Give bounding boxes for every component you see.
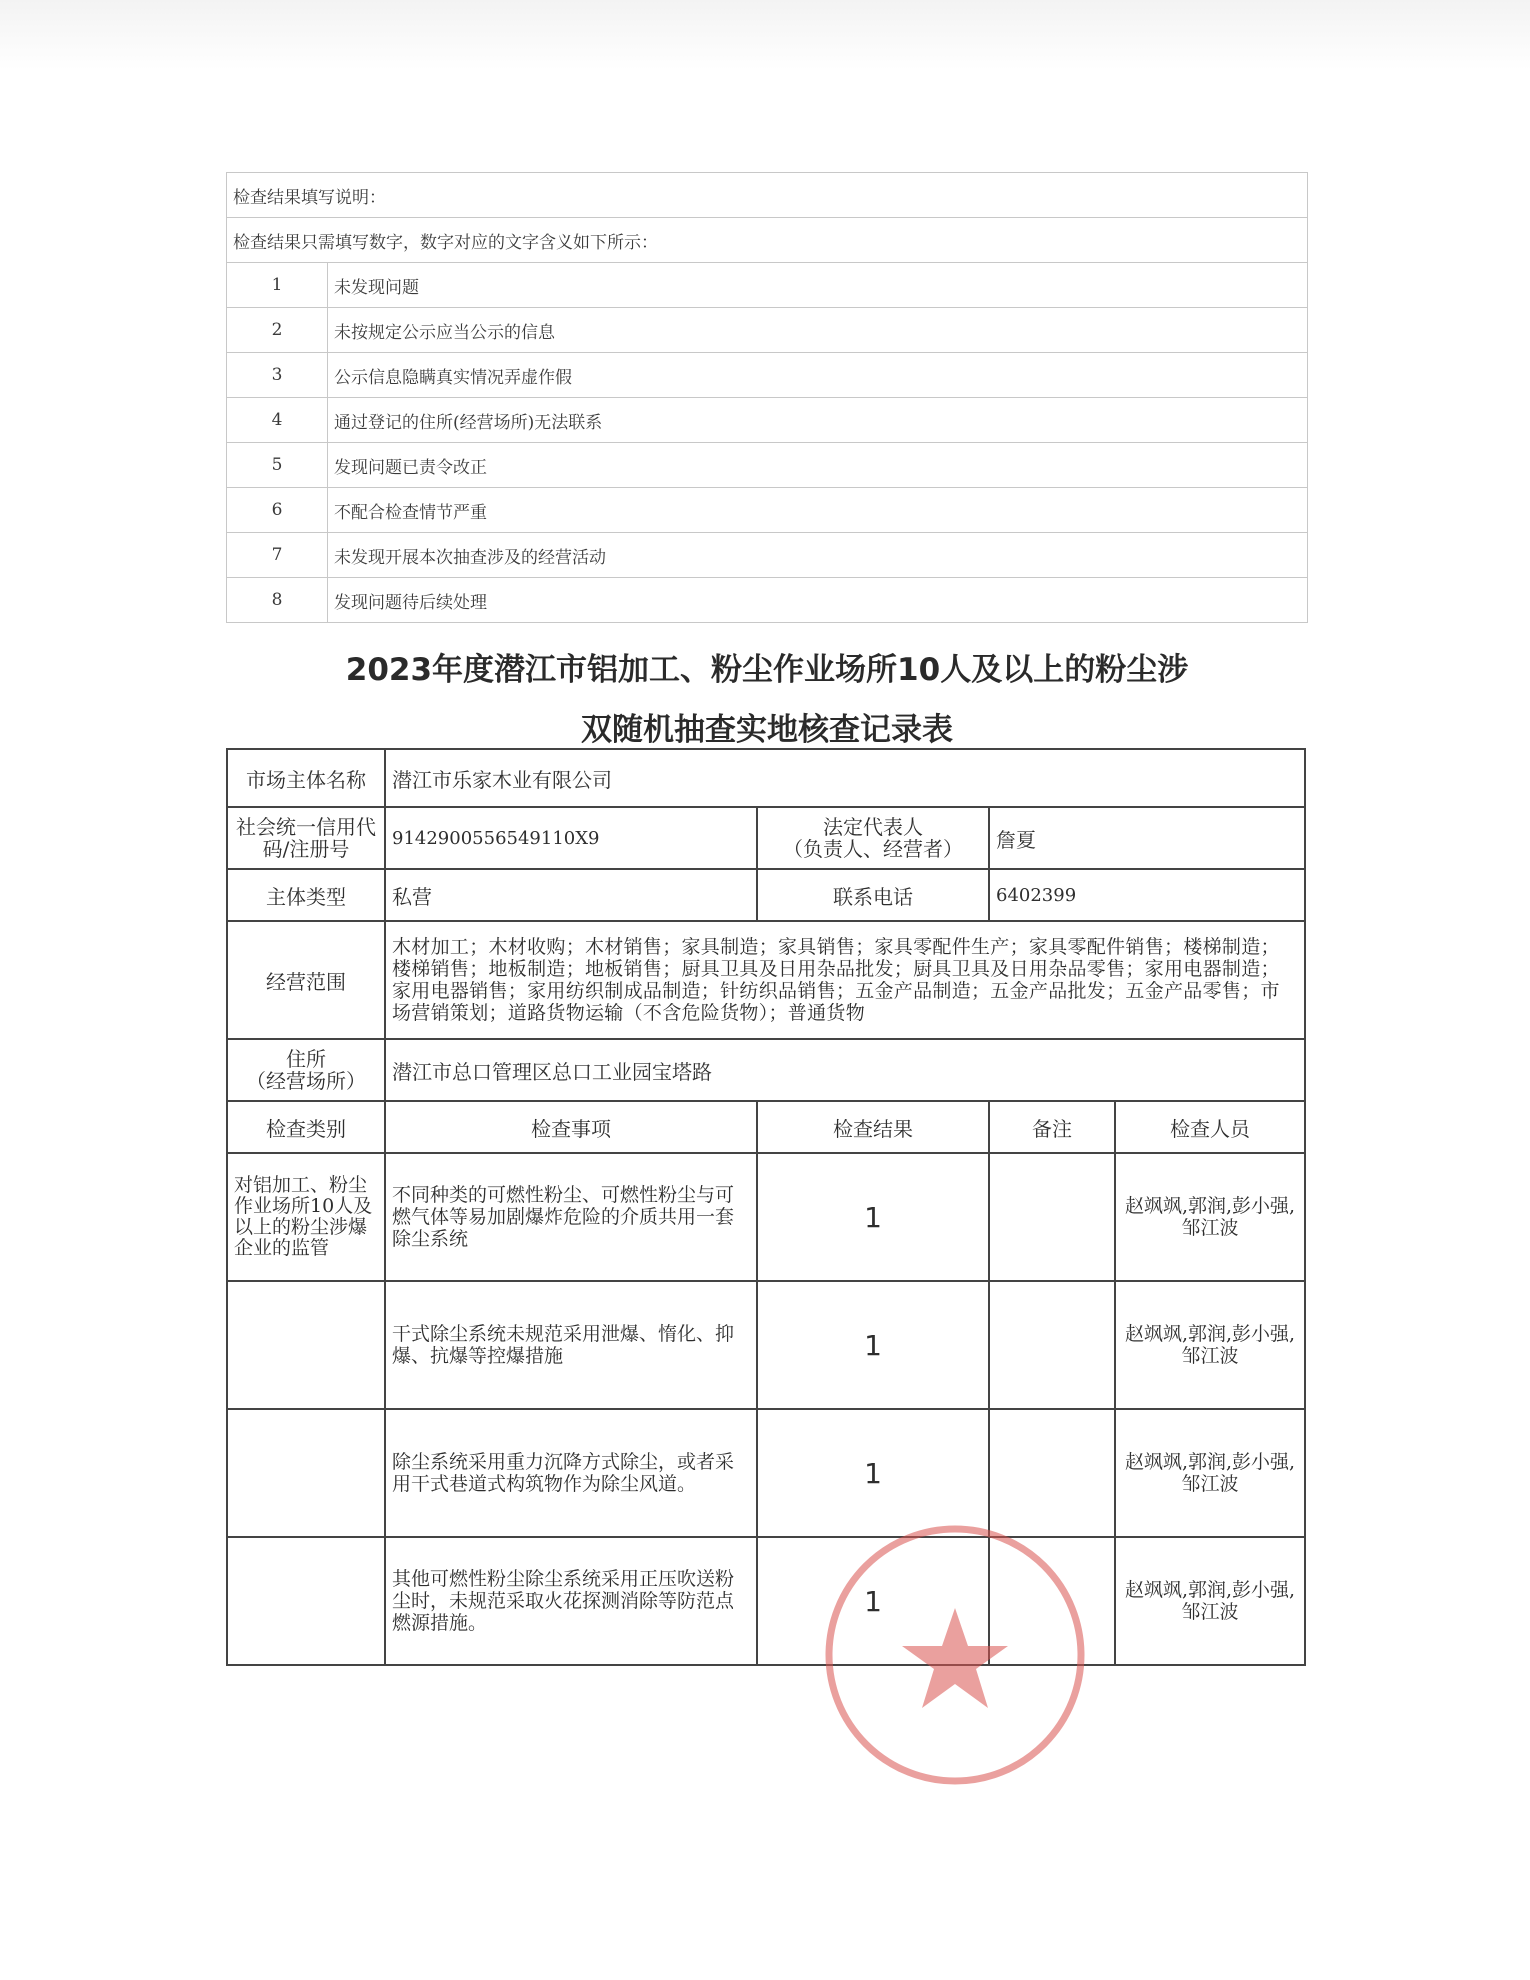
inspection-result: 1 [757, 1281, 989, 1409]
inspection-remark [989, 1153, 1115, 1281]
inspection-staff: 赵飒飒,郭润,彭小强,邹江波 [1115, 1537, 1305, 1665]
legend-heading: 检查结果填写说明： [227, 173, 1308, 218]
inspection-item: 除尘系统采用重力沉降方式除尘，或者采用干式巷道式构筑物作为除尘风道。 [385, 1409, 757, 1537]
legend-row: 8 发现问题待后续处理 [227, 578, 1308, 623]
document-title-line2: 双随机抽查实地核查记录表 [581, 712, 953, 748]
inspection-item: 其他可燃性粉尘除尘系统采用正压吹送粉尘时，未规范采取火花探测消除等防范点燃源措施。 [385, 1537, 757, 1665]
result-legend-table [226, 172, 1308, 623]
entity-name-label: 市场主体名称 [227, 749, 385, 807]
scope-label: 经营范围 [227, 921, 385, 1039]
inspection-staff: 赵飒飒,郭润,彭小强,邹江波 [1115, 1281, 1305, 1409]
official-seal-stamp [820, 1520, 1090, 1790]
inspection-row [227, 1153, 1305, 1281]
inspection-result: 1 [757, 1409, 989, 1537]
inspection-item: 不同种类的可燃性粉尘、可燃性粉尘与可燃气体等易加剧爆炸危险的介质共用一套除尘系统 [385, 1153, 757, 1281]
legal-rep-label: 法定代表人 （负责人、经营者） [757, 807, 989, 869]
header-category: 检查类别 [227, 1101, 385, 1153]
legend-row: 2 未按规定公示应当公示的信息 [227, 308, 1308, 353]
inspection-staff: 赵飒飒,郭润,彭小强,邹江波 [1115, 1153, 1305, 1281]
credit-code-label: 社会统一信用代码/注册号 [227, 807, 385, 869]
header-item: 检查事项 [385, 1101, 757, 1153]
entity-type-value: 私营 [385, 869, 757, 921]
inspection-row [227, 1281, 1305, 1409]
legend-row: 4 通过登记的住所(经营场所)无法联系 [227, 398, 1308, 443]
credit-code-value: 9142900556549110X9 [385, 807, 757, 869]
header-staff: 检查人员 [1115, 1101, 1305, 1153]
legend-row: 5 发现问题已责令改正 [227, 443, 1308, 488]
entity-type-label: 主体类型 [227, 869, 385, 921]
document-title-line1: 2023年度潜江市铝加工、粉尘作业场所10人及以上的粉尘涉 [345, 652, 1189, 688]
page-shadow [0, 0, 1530, 70]
address-value: 潜江市总口管理区总口工业园宝塔路 [385, 1039, 1305, 1101]
inspection-item: 干式除尘系统未规范采用泄爆、惰化、抑爆、抗爆等控爆措施 [385, 1281, 757, 1409]
legend-row: 1 未发现问题 [227, 263, 1308, 308]
header-result: 检查结果 [757, 1101, 989, 1153]
inspection-staff: 赵飒飒,郭润,彭小强,邹江波 [1115, 1409, 1305, 1537]
inspection-record-table [226, 748, 1306, 1666]
legend-row: 3 公示信息隐瞒真实情况弄虚作假 [227, 353, 1308, 398]
phone-value: 6402399 [989, 869, 1305, 921]
address-label: 住所 （经营场所） [227, 1039, 385, 1101]
inspection-result: 1 [757, 1153, 989, 1281]
inspection-category: 对铝加工、粉尘作业场所10人及以上的粉尘涉爆企业的监管 [227, 1153, 385, 1281]
entity-name-value: 潜江市乐家木业有限公司 [385, 749, 1305, 807]
legend-row: 6 不配合检查情节严重 [227, 488, 1308, 533]
legend-row: 7 未发现开展本次抽查涉及的经营活动 [227, 533, 1308, 578]
legend-note: 检查结果只需填写数字，数字对应的文字含义如下所示： [227, 218, 1308, 263]
phone-label: 联系电话 [757, 869, 989, 921]
legal-rep-value: 詹夏 [989, 807, 1305, 869]
inspection-remark [989, 1281, 1115, 1409]
inspection-remark [989, 1409, 1115, 1537]
inspection-row [227, 1409, 1305, 1537]
scope-value: 木材加工；木材收购；木材销售；家具制造；家具销售；家具零配件生产；家具零配件销售；楼梯制造；楼梯销售；地板制造；地板销售；厨具卫具及日用杂品批发；厨具卫具及日用杂品零售；家用电器制造；家用电器销售；家用纺织制成品制造；针纺织品销售；五金产品制造；五金产品批发；五金产品零售；市场营销策划；道路货物运输（不含危险货物）；普通货物 [385, 921, 1305, 1039]
inspection-result: 1 [757, 1537, 989, 1665]
inspection-row [227, 1537, 1305, 1665]
header-remark: 备注 [989, 1101, 1115, 1153]
